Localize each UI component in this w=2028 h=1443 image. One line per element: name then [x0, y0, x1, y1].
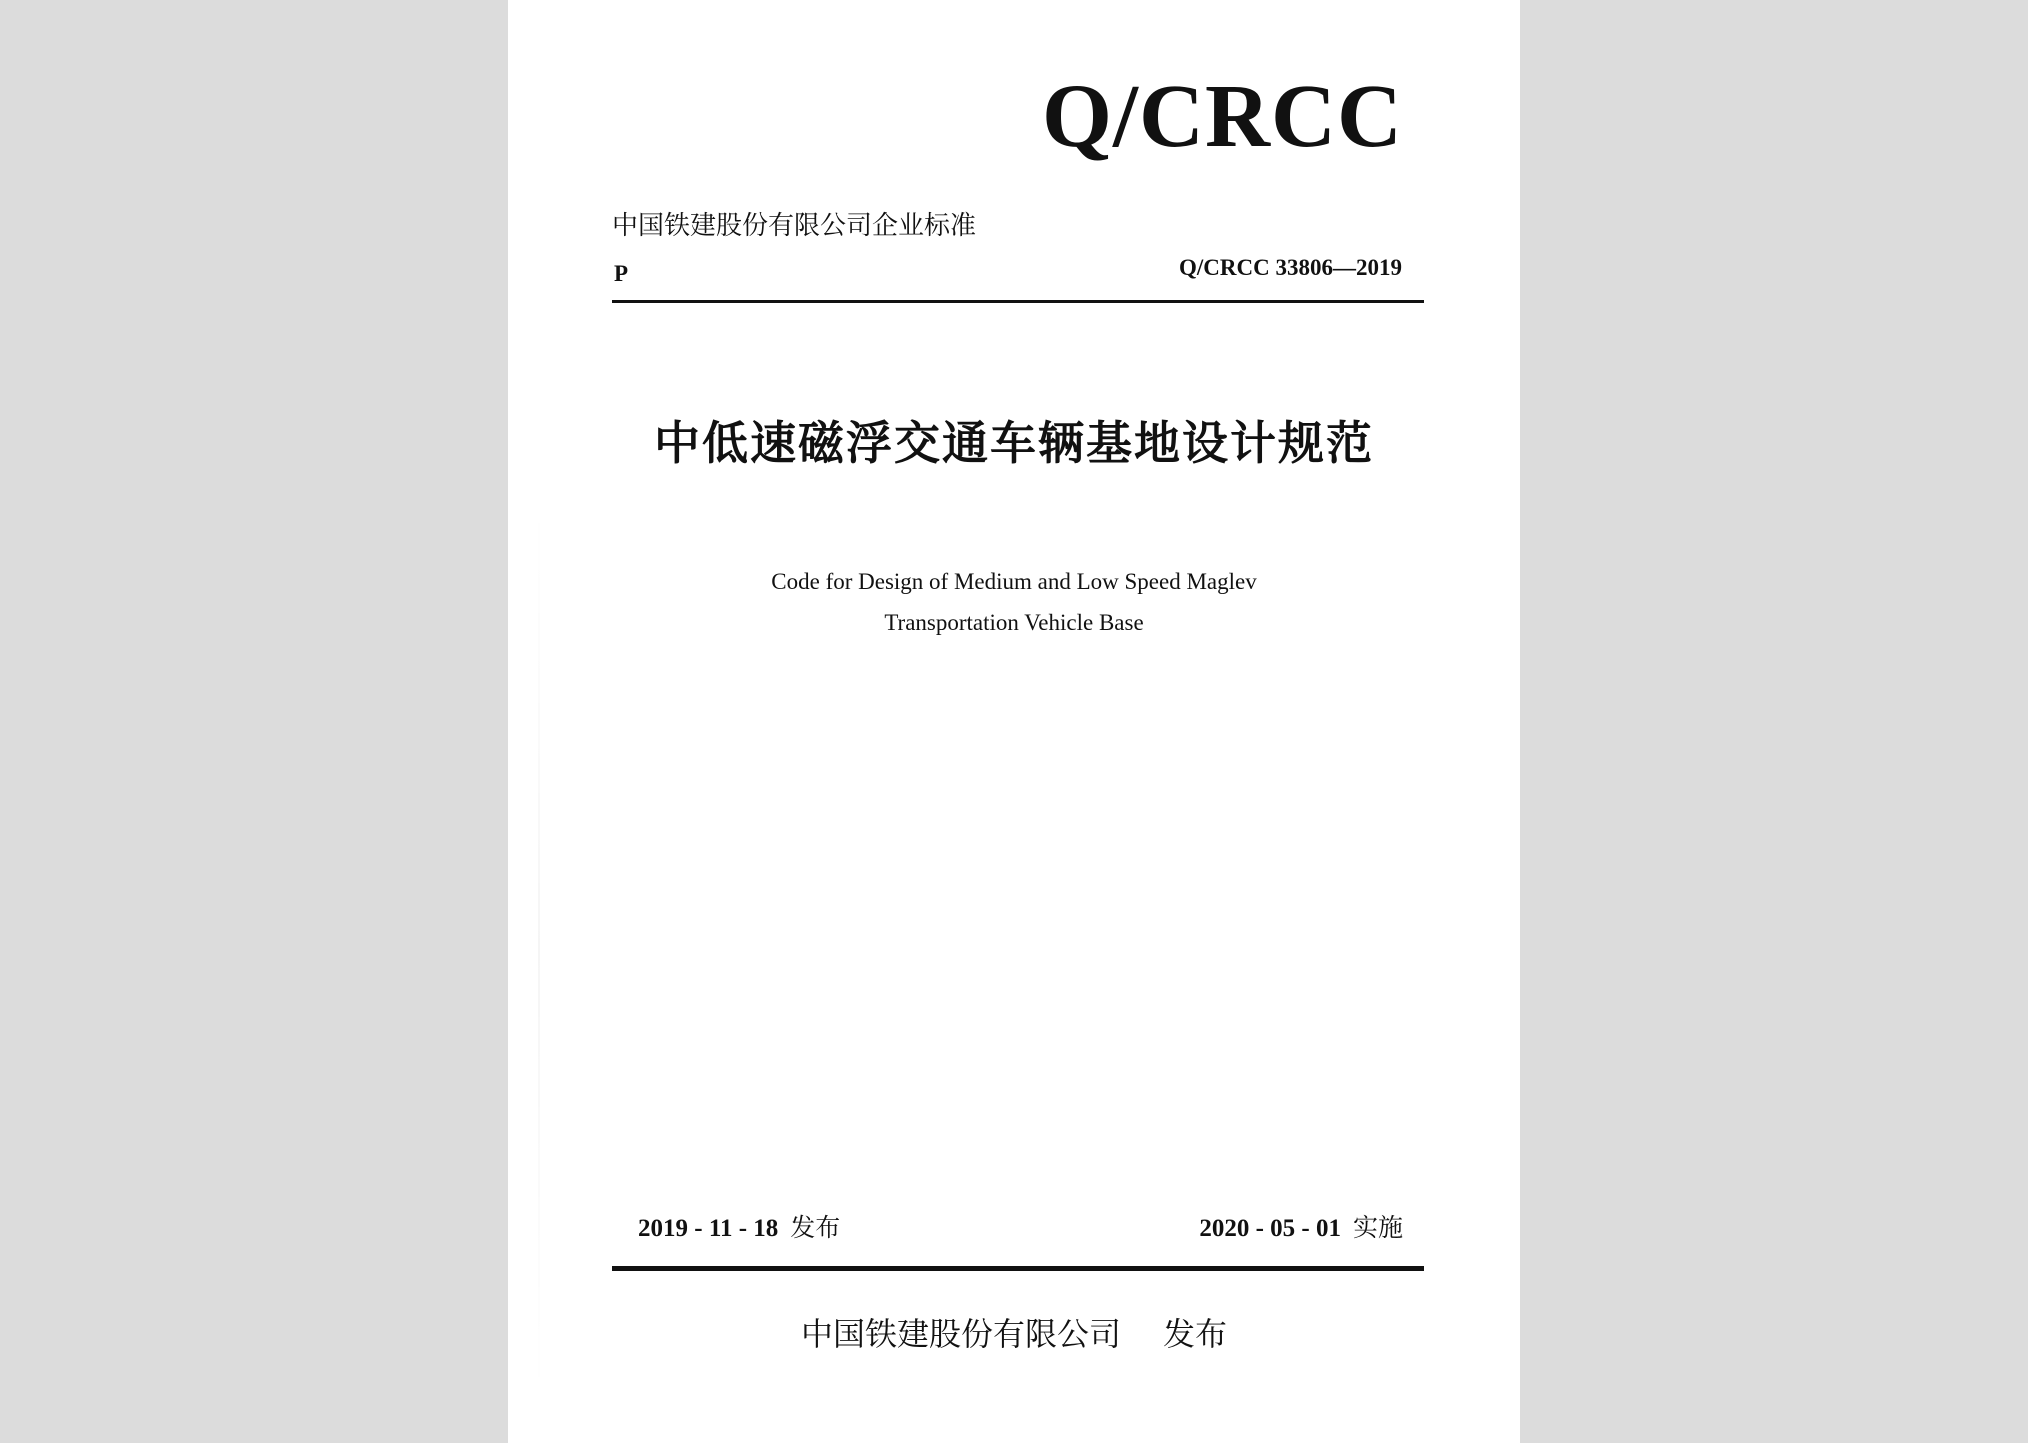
standard-number: Q/CRCC 33806—2019: [1179, 255, 1402, 280]
document-title-english-line2: Transportation Vehicle Base: [884, 610, 1144, 635]
publisher: [508, 1315, 1520, 1353]
scan-streak: [538, 500, 540, 1400]
classification-code: P: [614, 261, 629, 286]
footer-divider: [612, 1266, 1424, 1271]
issue-date-label: 发布: [790, 1213, 841, 1242]
document-cover-page: [508, 0, 1520, 1443]
issue-date: [638, 1215, 840, 1241]
brand-logo: Q/CRCC: [1042, 67, 1403, 166]
implementation-date-value: 2020 - 05 - 01: [1199, 1215, 1341, 1242]
issue-date-value: 2019 - 11 - 18: [638, 1215, 779, 1242]
implementation-date-label: 实施: [1352, 1213, 1403, 1242]
publisher-name: 中国铁建股份有限公司: [800, 1315, 1121, 1353]
publisher-label: 发布: [1163, 1315, 1228, 1353]
document-title-chinese: 中低速磁浮交通车辆基地设计规范: [654, 416, 1374, 470]
document-title-english-line1: Code for Design of Medium and Low Speed Maglev: [771, 569, 1257, 594]
company-standard-label: 中国铁建股份有限公司企业标准: [612, 211, 977, 241]
implementation-date: [1199, 1215, 1403, 1241]
header-divider: [612, 300, 1424, 303]
